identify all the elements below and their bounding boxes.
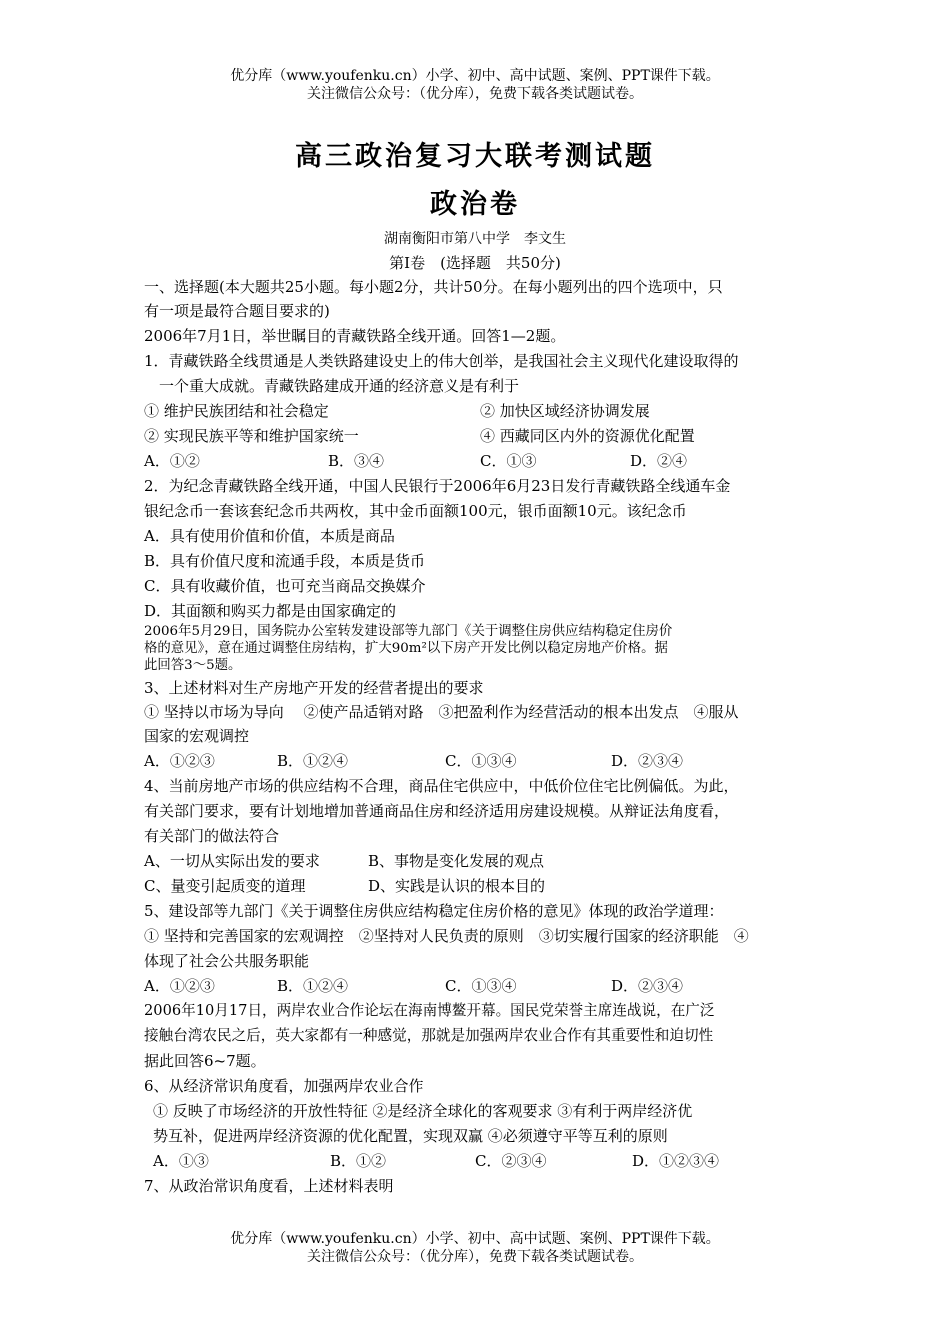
q3-items-line-2: 国家的宏观调控 xyxy=(144,727,250,745)
instructions-line-1: 一、选择题(本大题共25小题。每小题2分，共计50分。在每小题列出的四个选项中，只 xyxy=(144,278,723,296)
q1-item-2: ② 加快区域经济协调发展 xyxy=(480,402,650,420)
q4-stem-line-3: 有关部门的做法符合 xyxy=(144,827,280,845)
q6-items-line-2: 势互补，促进两岸经济资源的优化配置，实现双赢 ④必须遵守平等互利的原则 xyxy=(153,1127,668,1145)
q1-choice-c: C．①③ xyxy=(480,452,537,470)
q1-stem-line-2: 一个重大成就。青藏铁路建成开通的经济意义是有利于 xyxy=(144,377,520,395)
q5-stem: 5、建设部等九部门《关于调整住房供应结构稳定住房价格的意见》体现的政治学道理： xyxy=(144,902,724,920)
q5-items-line-1: ① 坚持和完善国家的宏观调控 ②坚持对人民负责的原则 ③切实履行国家的经济职能 ④ xyxy=(144,927,749,945)
q1-stem-line-1: 1．青藏铁路全线贯通是人类铁路建设史上的伟大创举，是我国社会主义现代化建设取得的 xyxy=(144,352,739,370)
q4-stem-line-1: 4、当前房地产市场的供应结构不合理，商品住宅供应中，中低价位住宅比例偏低。为此， xyxy=(144,777,739,795)
q6-items-line-1: ① 反映了市场经济的开放性特征 ②是经济全球化的客观要求 ③有利于两岸经济优 xyxy=(153,1102,693,1120)
q5-choice-d: D．②③④ xyxy=(611,977,684,995)
intro-housing-line-1: 2006年5月29日，国务院办公室转发建设部等九部门《关于调整住房供应结构稳定住房价 xyxy=(144,624,673,639)
q6-choice-c: C．②③④ xyxy=(475,1152,547,1170)
page-title: 高三政治复习大联考测试题 xyxy=(295,141,655,172)
q2-choice-c: C．具有收藏价值，也可充当商品交换媒介 xyxy=(144,577,426,595)
intro-agriculture-line-2: 接触台湾农民之后，英大家都有一种感觉，那就是加强两岸农业合作有其重要性和迫切性 xyxy=(144,1027,714,1044)
q1-choice-b: B．③④ xyxy=(328,452,385,470)
q2-stem-line-1: 2．为纪念青藏铁路全线开通，中国人民银行于2006年6月23日发行青藏铁路全线通车金 xyxy=(144,477,731,495)
instructions-line-2: 有一项是最符合题目要求的) xyxy=(144,302,330,320)
q3-choice-a: A．①②③ xyxy=(144,752,215,770)
q6-choice-d: D．①②③④ xyxy=(632,1152,720,1170)
q3-items-line-1: ① 坚持以市场为导向 ②使产品适销对路 ③把盈利作为经营活动的根本出发点 ④服从 xyxy=(144,703,739,721)
q5-items-line-2: 体现了社会公共服务职能 xyxy=(144,952,310,970)
header-line-2: 关注微信公众号：（优分库），免费下载各类试题试卷。 xyxy=(307,86,643,102)
header-line-1: 优分库（www.youfenku.cn）小学、初中、高中试题、案例、PPT课件下载。 xyxy=(230,68,720,84)
q5-choice-c: C．①③④ xyxy=(445,977,517,995)
intro-agriculture-line-1: 2006年10月17日，两岸农业合作论坛在海南博鳌开幕。国民党荣誉主席连战说，在广泛 xyxy=(144,1002,715,1019)
q5-choice-a: A．①②③ xyxy=(144,977,215,995)
q2-choice-b: B．具有价值尺度和流通手段，本质是货币 xyxy=(144,552,426,570)
q7-stem: 7、从政治常识角度看，上述材料表明 xyxy=(144,1177,394,1195)
q2-choice-a: A．具有使用价值和价值，本质是商品 xyxy=(144,527,395,545)
footer-line-1: 优分库（www.youfenku.cn）小学、初中、高中试题、案例、PPT课件下载。 xyxy=(230,1231,720,1247)
q2-choice-d: D．其面额和购买力都是由国家确定的 xyxy=(144,602,397,620)
q3-stem: 3、上述材料对生产房地产开发的经营者提出的要求 xyxy=(144,679,484,697)
q6-choice-b: B．①② xyxy=(330,1152,387,1170)
q3-choice-b: B．①②④ xyxy=(277,752,349,770)
q1-choice-d: D．②④ xyxy=(630,452,688,470)
q4-choice-b: B、事物是变化发展的观点 xyxy=(368,852,545,870)
intro-housing-line-2: 格的意见》，意在通过调整住房结构，扩大90m²以下房产开发比例以稳定房地产价格。据 xyxy=(144,641,668,656)
q6-stem: 6、从经济常识角度看，加强两岸农业合作 xyxy=(144,1077,424,1095)
q1-item-1: ① 维护民族团结和社会稳定 xyxy=(144,402,329,420)
q1-item-3: ② 实现民族平等和维护国家统一 xyxy=(144,427,359,445)
intro-housing-line-3: 此回答3～5题。 xyxy=(144,658,242,673)
page-subtitle: 政治卷 xyxy=(430,189,520,220)
intro-agriculture-line-3: 据此回答6~7题。 xyxy=(144,1052,266,1070)
footer-line-2: 关注微信公众号：（优分库），免费下载各类试题试卷。 xyxy=(307,1249,643,1265)
q1-item-4: ④ 西藏同区内外的资源优化配置 xyxy=(480,427,695,445)
q3-choice-c: C．①③④ xyxy=(445,752,517,770)
q3-choice-d: D．②③④ xyxy=(611,752,684,770)
q2-stem-line-2: 银纪念币一套该套纪念币共两枚，其中金币面额100元，银币面额10元。该纪念币 xyxy=(144,502,687,520)
q4-choice-a: A、一切从实际出发的要求 xyxy=(144,852,320,870)
intro-qinghai-tibet: 2006年7月1日，举世瞩目的青藏铁路全线开通。回答1—2题。 xyxy=(144,327,566,345)
q4-choice-c: C、量变引起质变的道理 xyxy=(144,877,306,895)
q4-stem-line-2: 有关部门要求，要有计划地增加普通商品住房和经济适用房建设规模。从辩证法角度看， xyxy=(144,802,730,820)
q6-choice-a: A．①③ xyxy=(153,1152,209,1170)
q4-choice-d: D、实践是认识的根本目的 xyxy=(368,877,546,895)
q5-choice-b: B．①②④ xyxy=(277,977,349,995)
q1-choice-a: A．①② xyxy=(144,452,200,470)
author-line: 湖南衡阳市第八中学 李文生 xyxy=(384,231,566,247)
section-title: 第I卷 (选择题 共50分) xyxy=(389,254,561,272)
